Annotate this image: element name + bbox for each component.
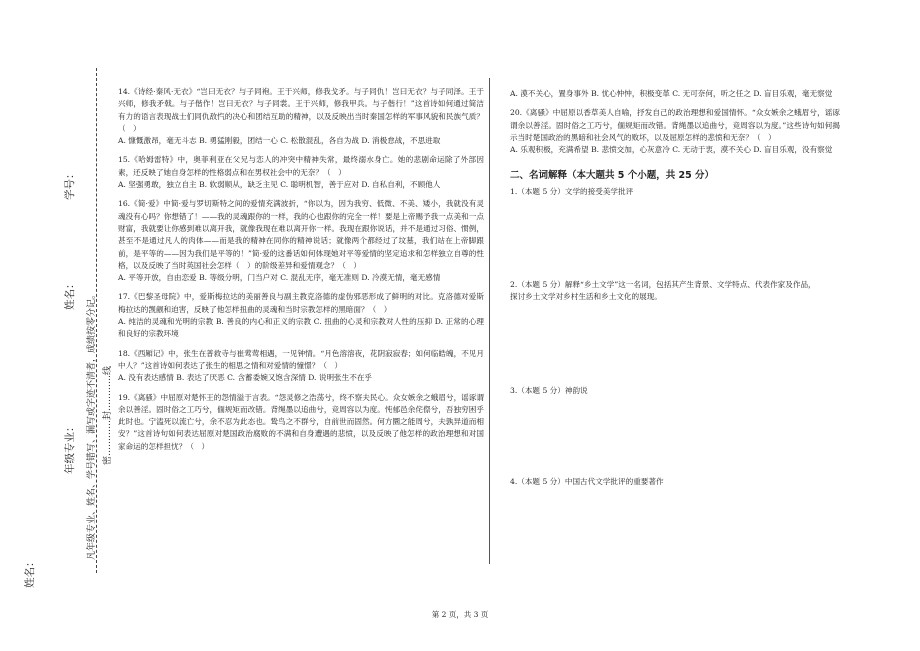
section-2-title: 二、名词解释（本大题共 5 个小题，共 25 分）	[510, 170, 715, 182]
question-17	[118, 291, 484, 340]
grade-major-label: 年级专业：	[64, 421, 76, 474]
question-18	[118, 348, 484, 385]
question-options: A. 慷慨激昂，毫无斗志 B. 勇猛刚毅，团结一心 C. 松散混乱，各自为战 D. 消极怠战，不思进取	[118, 136, 441, 146]
left-column	[118, 86, 484, 460]
question-text: 16.《简·爱》中简·爱与罗切斯特之间的爱情充满波折，“你以为，因为我穷、低微、不美、矮小，我就没有灵魂没有心吗？你想错了！——我的灵魂跟你的一样，我的心也跟你的完全一样！要是上帝赐予我一点美和一点财富，我就要让你感到难以离开我，就像我现在难以离开你一样。我现在跟你说话，并不是通过习俗、惯例，甚至不是通过凡人的肉体——而是我的精神在同你的精神说话；就像两个都经过了坟墓，我们站在上帝脚跟前，是平等的——因为我们是平等的！”简·爱的这番话如何体现她对平等爱情的坚定追求和怎样独立自尊的性格，以及反映了当时英国社会怎样（ ）的阶级差异和爱情观念？（ ）	[118, 199, 484, 270]
question-text: 19.《离骚》中屈原对楚怀王的怨情溢于言表。“怨灵修之浩荡兮，终不察夫民心。众女嫉余之蛾眉兮，谣诼谓余以善淫。固时俗之工巧兮，偭规矩而改错。背绳墨以追曲兮，竞周容以为度。忳郁邑余侘傺兮，吾独穷困乎此时也。宁溘死以流亡兮，余不忍为此态也。鸷鸟之不群兮，自前世而固然。何方圜之能周兮，夫孰异道而相安？”这首诗句如何表达屈原对楚国政治腐败的不满和自身遭遇的悲愤，以及反映了他怎样的政治理想和对国家命运的怎样担忧？（ ）	[118, 392, 484, 451]
question-19	[118, 392, 484, 453]
answer-space	[510, 201, 840, 279]
term-question-2-line1: 2.（本题 5 分）解释“乡土文学”这一名词，包括其产生背景、文学特点、代表作家及作品，	[510, 280, 816, 290]
question-text: 17.《巴黎圣母院》中，爱斯梅拉达的美丽善良与副主教克洛德的虚伪邪恶形成了鲜明的对比。克洛德对爱斯梅拉达的觊觎和迫害，反映了他怎样扭曲的灵魂和当时宗教怎样的黑暗面？（ ）	[118, 292, 484, 314]
binding-sidebar	[0, 0, 113, 651]
question-options: A. 没有表达感情 B. 表达了厌恶 C. 含蓄委婉又饱含深情 D. 说明张生不在乎	[118, 373, 373, 383]
column-divider	[489, 78, 490, 564]
binding-warning: 凡年级专业、姓名、学号错写、漏写或字迹不清者，成绩按零分记。	[87, 289, 97, 560]
question-options: A. 乐观积极，充满希望 B. 悲愤交加，心灰意冷 C. 无动于衷，漠不关心 D. 盲目乐观，没有察觉	[510, 145, 833, 155]
question-14	[118, 86, 484, 147]
question-16	[118, 198, 484, 284]
question-19-options	[510, 88, 840, 100]
question-text: 18.《西厢记》中，张生在普救寺与崔莺莺相遇，一见钟情。“月色溶溶夜，花阴寂寂春；如何临皓魄，不见月中人？”这首诗如何表达了张生的相思之情和对爱情的憧憬？（ ）	[118, 348, 484, 370]
name-label: 姓名：	[64, 278, 76, 310]
term-question-3: 3.（本题 5 分）神韵说	[510, 385, 588, 395]
question-options: A. 坚强勇敢，独立自主 B. 软弱顺从，缺乏主见 C. 聪明机智，善于应对 D. 自私自利，不顾他人	[118, 180, 441, 190]
seal-line-marker: 密…………封…………线	[103, 365, 113, 465]
question-15	[118, 154, 484, 191]
answer-space	[510, 307, 840, 385]
school-name-label: 姓名：	[24, 556, 36, 588]
student-id-label: 学号：	[64, 168, 76, 200]
question-20	[510, 107, 840, 156]
term-question-2	[510, 279, 840, 304]
answer-space	[510, 400, 840, 476]
question-text: 15.《哈姆雷特》中，奥菲利亚在父兄与恋人的冲突中精神失常，最终溺水身亡。她的悲剧命运除了外部因素，还反映了她自身怎样的性格弱点和在男权社会中的无奈？（ ）	[118, 155, 484, 177]
question-options: A. 纯洁的灵魂和光明的宗教 B. 善良的内心和正义的宗教 C. 扭曲的心灵和宗教对人性的压抑 D. 正常的心理和良好的宗教环境	[118, 317, 484, 339]
term-question-1: 1.（本题 5 分）文学的接受美学批评	[510, 186, 634, 196]
question-options: A. 平等开放，自由恋爱 B. 等级分明，门当户对 C. 混乱无序，毫无准则 D. 冷漠无情，毫无感情	[118, 273, 441, 283]
term-question-4: 4.（本题 5 分）中国古代文学批评的重要著作	[510, 476, 664, 486]
page-footer: 第 2 页，共 3 页	[431, 610, 489, 619]
question-text: 14.《诗经·秦风·无衣》“岂曰无衣？与子同袍。王于兴师，修我戈矛。与子同仇！岂曰无衣？与子同泽。王于兴师，修我矛戟。与子偕作！岂曰无衣？与子同裳。王于兴师，修我甲兵。与子偕行！”这首诗如何通过简洁有力的语言表现战士们同仇敌忾的决心和团结互助的精神，以及反映出当时秦国怎样的军事风貌和民族气质？（ ）	[118, 87, 484, 133]
question-options: A. 漠不关心，置身事外 B. 忧心忡忡，积极变革 C. 无可奈何，听之任之 D. 盲目乐观，毫无察觉	[510, 89, 833, 98]
term-question-2-line2: 探讨乡土文学对乡村生活和乡土文化的展现。	[510, 292, 662, 302]
question-text: 20.《离骚》中屈原以香草美人自喻，抒发自己的政治理想和爱国情怀。“众女嫉余之蛾眉兮，谣诼谓余以善淫。固时俗之工巧兮，偭规矩而改错。背绳墨以追曲兮，竞周容以为度。”这些诗句如何揭示当时楚国政治的黑暗和社会风气的败坏，以及屈原怎样的悲愤和无奈？（ ）	[510, 108, 840, 142]
right-column	[510, 88, 840, 491]
